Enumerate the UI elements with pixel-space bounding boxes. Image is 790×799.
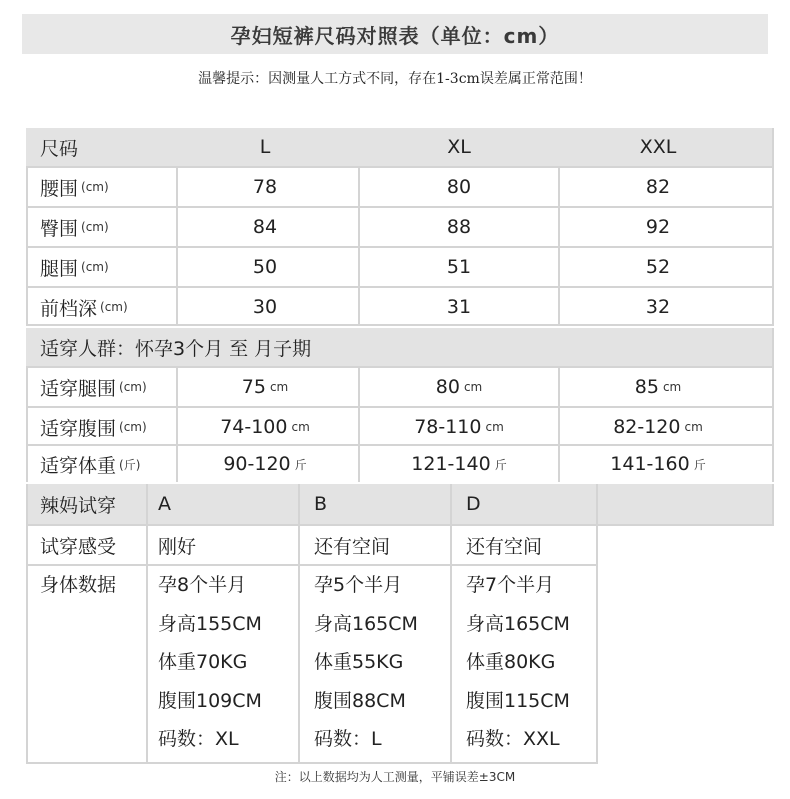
- waist-xl: 80: [446, 176, 472, 198]
- suit-thigh-xl: 80 cm: [435, 376, 483, 398]
- tryon-feel-a: 刚好: [158, 535, 197, 558]
- tryon-body-d: 孕7个半月 身高165CM 体重80KG 腹围115CM 码数：XXL: [466, 574, 570, 750]
- footnote: 注：以上数据均为人工测量，平铺误差±3CM: [274, 770, 516, 784]
- waist-xxl: 82: [645, 176, 671, 198]
- suit-thigh-l: 75 cm: [241, 376, 289, 398]
- tryon-model-b: B: [300, 484, 450, 524]
- suit-weight-xxl: 141-160 斤: [610, 453, 706, 475]
- row-label-suit-weight: 适穿体重 (斤): [40, 454, 141, 477]
- size-header-l: L: [259, 136, 271, 158]
- suit-belly-xl: 78-110 cm: [414, 416, 504, 438]
- size-header-label: 尺码: [26, 128, 774, 166]
- suit-weight-xl: 121-140 斤: [411, 453, 507, 475]
- hip-xxl: 92: [645, 216, 671, 238]
- row-label-hip: 臀围 (cm): [40, 217, 109, 240]
- hip-xl: 88: [446, 216, 472, 238]
- suit-weight-l: 90-120 斤: [223, 453, 307, 475]
- size-header-xxl: XXL: [639, 136, 677, 158]
- tryon-model-a: A: [148, 484, 298, 524]
- tryon-model-d: D: [452, 484, 596, 524]
- tryon-feel-b: 还有空间: [314, 535, 391, 558]
- row-label-front-rise: 前档深 (cm): [40, 297, 128, 320]
- suitable-table: [26, 328, 774, 482]
- tryon-body-a: 孕8个半月 身高155CM 体重70KG 腹围109CM 码数：XL: [158, 574, 262, 750]
- hip-l: 84: [252, 216, 278, 238]
- page-title: 孕妇短裤尺码对照表（单位：cm）: [22, 14, 768, 54]
- size-header-xl: XL: [447, 136, 471, 158]
- waist-l: 78: [252, 176, 278, 198]
- row-label-suit-thigh: 适穿腿围 (cm): [40, 377, 147, 400]
- tryon-body-label: 身体数据: [40, 574, 117, 596]
- tryon-header-label: 辣妈试穿: [26, 484, 146, 524]
- row-label-thigh: 腿围 (cm): [40, 257, 109, 280]
- front-rise-l: 30: [252, 296, 278, 318]
- tryon-header-blank: [598, 484, 774, 524]
- suit-thigh-xxl: 85 cm: [634, 376, 682, 398]
- front-rise-xl: 31: [446, 296, 472, 318]
- suit-belly-xxl: 82-120 cm: [613, 416, 703, 438]
- row-label-suit-belly: 适穿腹围 (cm): [40, 417, 147, 440]
- tryon-feel-label: 试穿感受: [40, 535, 117, 558]
- tip-text: 温馨提示：因测量人工方式不同，存在1-3cm误差属正常范围！: [198, 71, 592, 87]
- tryon-feel-d: 还有空间: [466, 535, 543, 558]
- row-label-waist: 腰围 (cm): [40, 177, 109, 200]
- thigh-xl: 51: [446, 256, 472, 278]
- tryon-body-b: 孕5个半月 身高165CM 体重55KG 腹围88CM 码数：L: [314, 574, 418, 750]
- thigh-l: 50: [252, 256, 278, 278]
- front-rise-xxl: 32: [645, 296, 671, 318]
- size-table: [26, 128, 774, 326]
- suit-belly-l: 74-100 cm: [220, 416, 310, 438]
- tryon-table: [26, 484, 774, 764]
- thigh-xxl: 52: [645, 256, 671, 278]
- suitable-title: 适穿人群：怀孕3个月 至 月子期: [26, 328, 774, 366]
